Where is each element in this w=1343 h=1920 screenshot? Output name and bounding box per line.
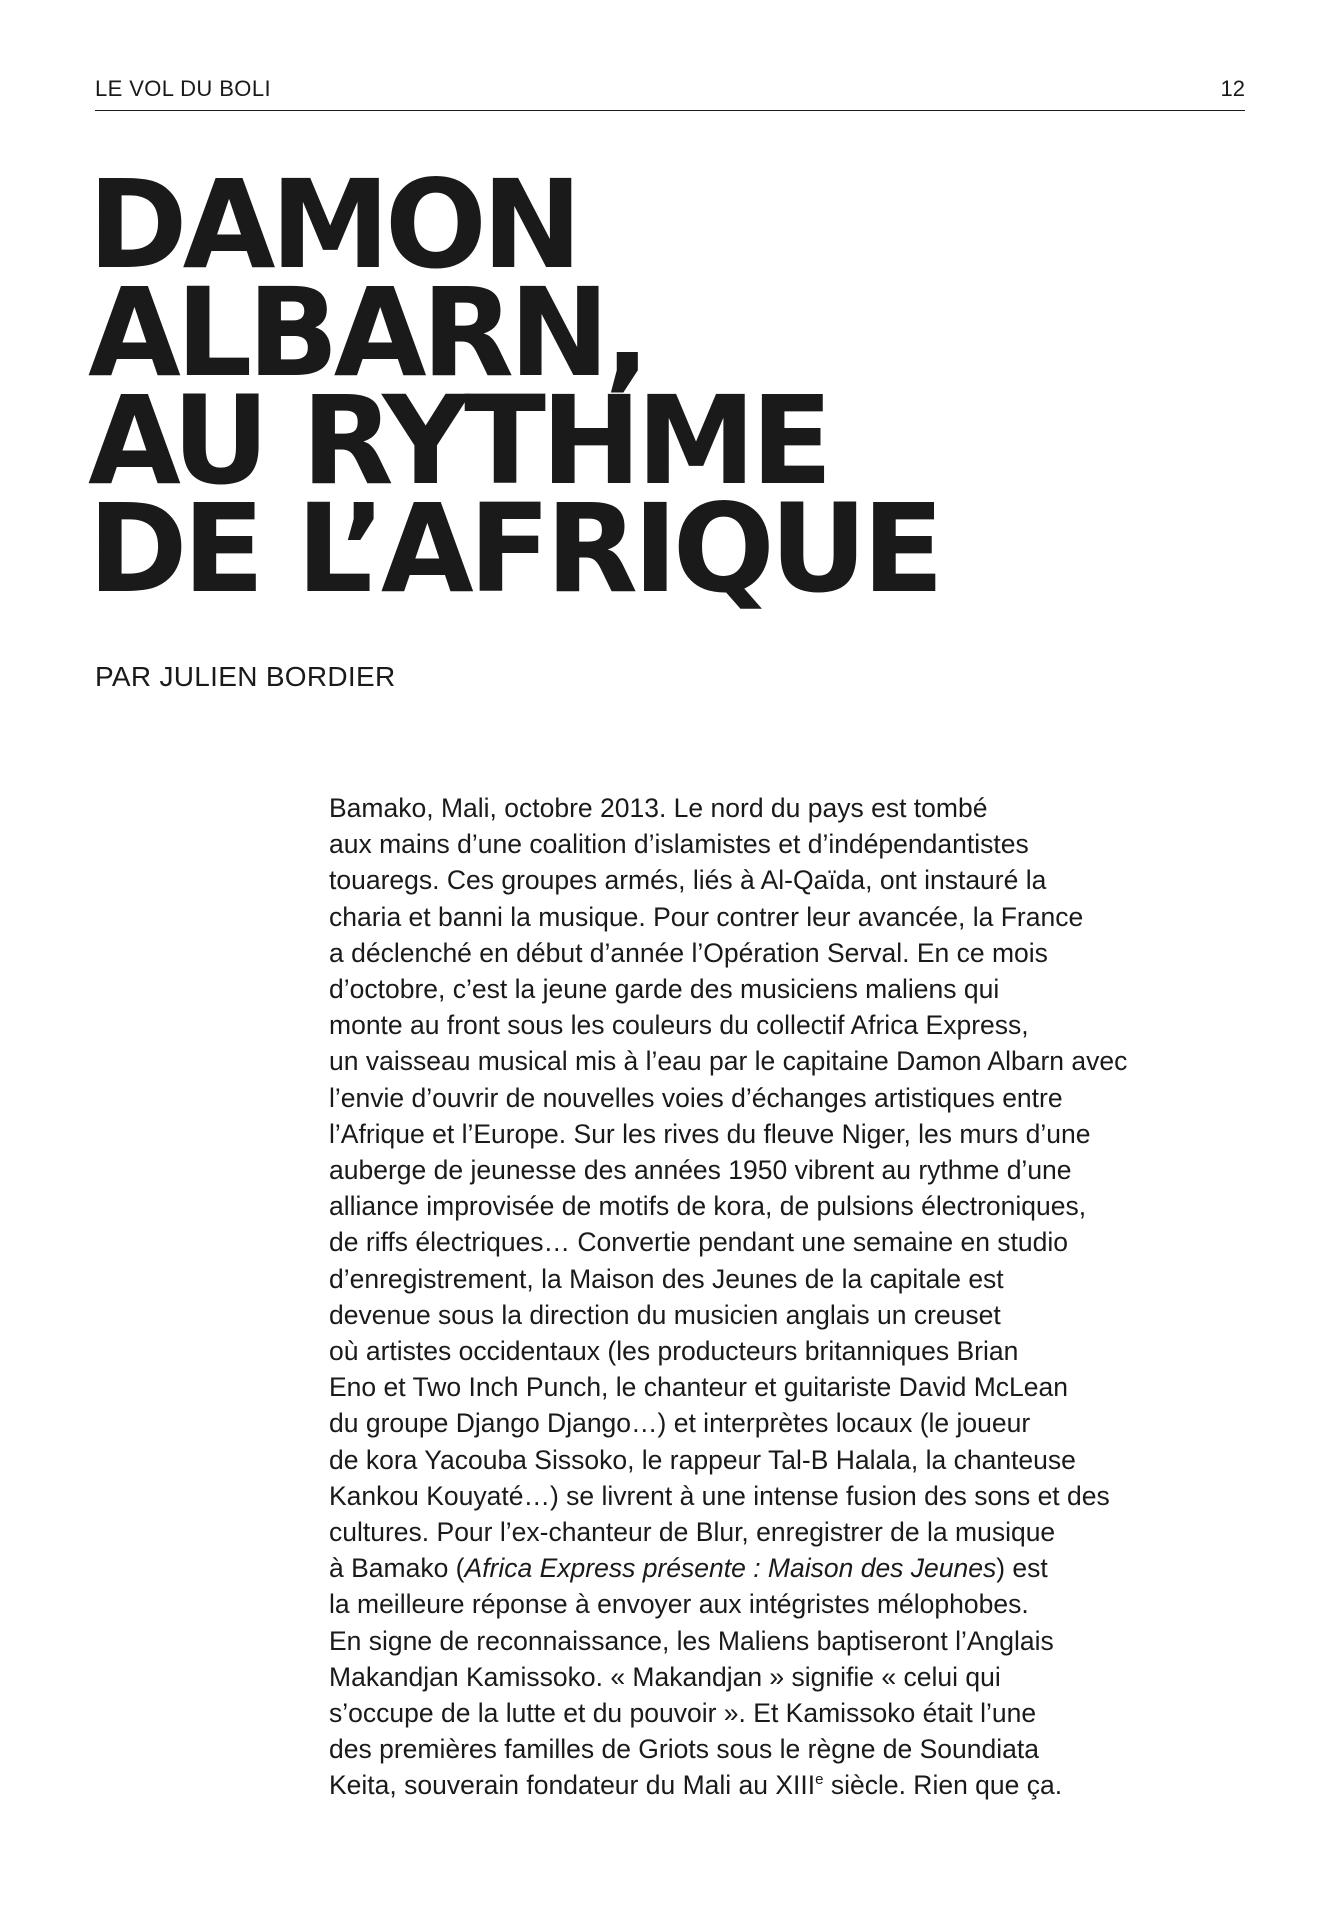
body-line: touaregs. Ces groupes armés, liés à Al-Qaïda, ont instauré la (329, 865, 1047, 896)
body-line: alliance improvisée de motifs de kora, de pulsions électroniques, (329, 1191, 1087, 1222)
body-text-segment: siècle. Rien que ça. (823, 1770, 1063, 1801)
century-superscript: e (815, 1771, 824, 1789)
body-text-segment: à Bamako ( (329, 1553, 465, 1584)
body-line: de riffs électriques… Convertie pendant une semaine en studio (329, 1227, 1069, 1258)
body-line: où artistes occidentaux (les producteurs britanniques Brian (329, 1336, 1019, 1367)
body-line: a déclenché en début d’année l’Opération Serval. En ce mois (329, 937, 1048, 968)
title-line: DE L’AFRIQUE (88, 479, 940, 621)
body-line: Bamako, Mali, octobre 2013. Le nord du pays est tombé (329, 793, 988, 823)
body-line: Makandjan Kamissoko. « Makandjan » signifie « celui qui (329, 1661, 1001, 1692)
body-text-segment: ) est (996, 1553, 1048, 1584)
body-line: charia et banni la musique. Pour contrer leur avancée, la France (329, 901, 1084, 932)
article-body (329, 790, 1229, 1804)
body-line: cultures. Pour l’ex-chanteur de Blur, enregistrer de la musique (329, 1517, 1056, 1548)
body-line-last (329, 1767, 1229, 1803)
title-line: AU RYTHME (88, 370, 828, 513)
body-line: aux mains d’une coalition d’islamistes et d’indépendantistes (329, 829, 1029, 860)
body-line: des premières familles de Griots sous le règne de Soundiata (329, 1734, 1039, 1765)
body-line: d’enregistrement, la Maison des Jeunes de la capitale est (329, 1263, 1004, 1294)
page-number: 12 (1220, 76, 1245, 101)
title-line: ALBARN, (88, 262, 646, 405)
body-line: Kankou Kouyaté…) se livrent à une intense fusion des sons et des (329, 1480, 1110, 1511)
body-line: monte au front sous les couleurs du collectif Africa Express, (329, 1010, 1029, 1041)
body-line: l’Afrique et l’Europe. Sur les rives du fleuve Niger, les murs d’une (329, 1118, 1091, 1149)
album-title: Africa Express présente : Maison des Jeunes (464, 1553, 997, 1584)
body-line: devenue sous la direction du musicien anglais un creuset (329, 1299, 1001, 1330)
article-title (88, 154, 940, 621)
body-line: la meilleure réponse à envoyer aux intégristes mélophobes. (329, 1589, 1029, 1620)
body-line-with-album-title (329, 1550, 1229, 1586)
body-line: un vaisseau musical mis à l’eau par le capitaine Damon Albarn avec (329, 1046, 1128, 1077)
magazine-title: LE VOL DU BOLI (95, 76, 271, 101)
body-line: auberge de jeunesse des années 1950 vibrent au rythme d’une (329, 1155, 1072, 1186)
body-line: l’envie d’ouvrir de nouvelles voies d’échanges artistiques entre (329, 1082, 1063, 1113)
body-line: du groupe Django Django…) et interprètes locaux (le joueur (329, 1408, 1031, 1439)
body-line: En signe de reconnaissance, les Maliens baptiseront l’Anglais (329, 1625, 1054, 1656)
body-line: d’octobre, c’est la jeune garde des musiciens maliens qui (329, 974, 1000, 1005)
byline: PAR JULIEN BORDIER (95, 661, 396, 692)
title-line: DAMON (88, 154, 578, 297)
body-text-segment: Keita, souverain fondateur du Mali au XIII (329, 1770, 816, 1801)
page-header (95, 70, 1245, 111)
body-line: de kora Yacouba Sissoko, le rappeur Tal-B Halala, la chanteuse (329, 1444, 1076, 1475)
body-line: s’occupe de la lutte et du pouvoir ». Et Kamissoko était l’une (329, 1698, 1037, 1729)
body-line: Eno et Two Inch Punch, le chanteur et guitariste David McLean (329, 1372, 1068, 1403)
